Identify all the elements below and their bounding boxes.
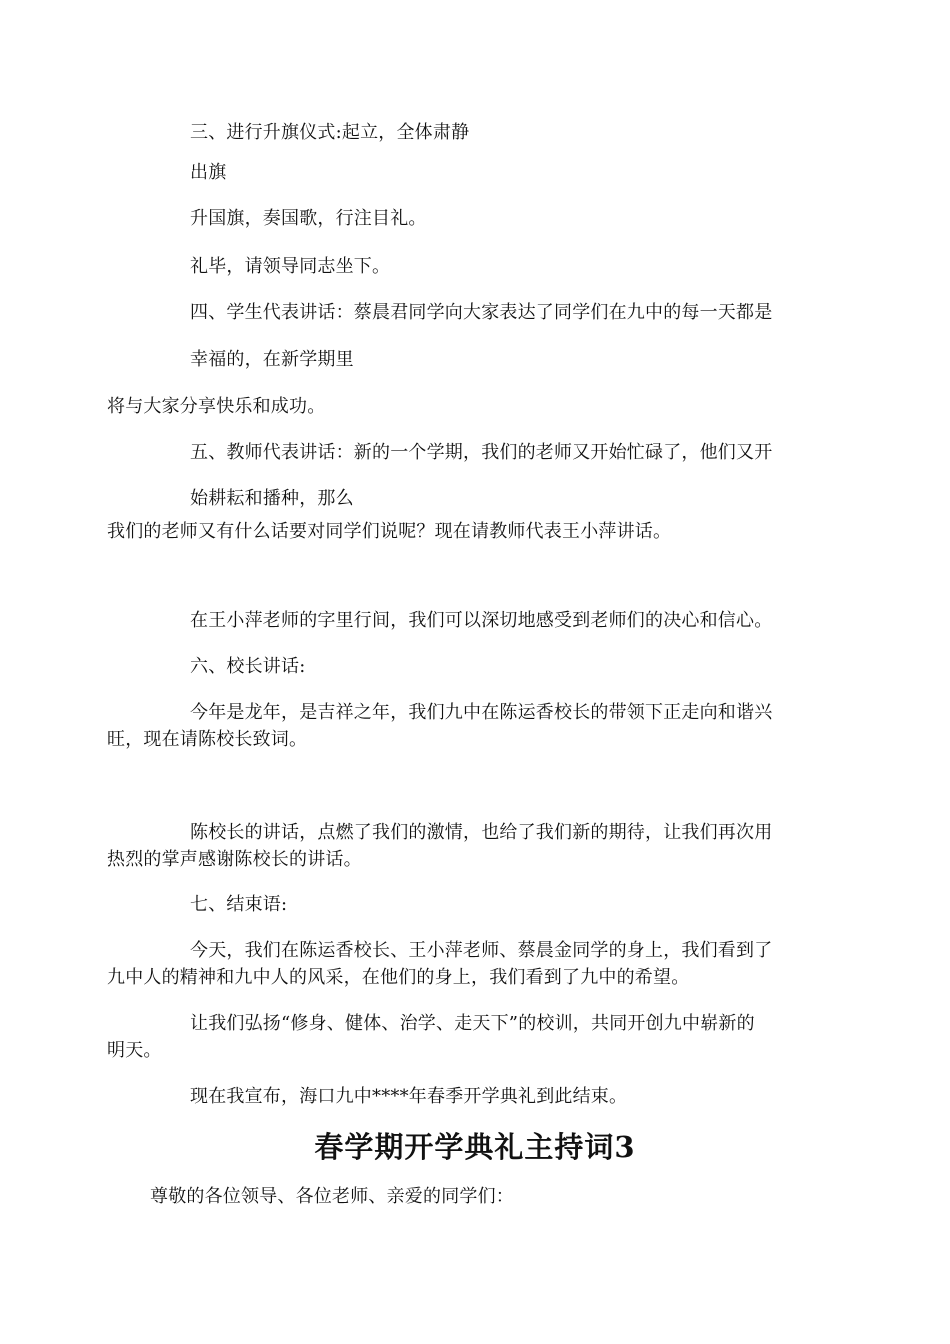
text-line: 始耕耘和播种，那么 <box>190 488 354 509</box>
text-line: 幸福的，在新学期里 <box>190 349 354 370</box>
text-line: 热烈的掌声感谢陈校长的讲话。 <box>107 849 362 870</box>
text-line: 让我们弘扬“修身、健体、治学、走天下”的校训，共同开创九中崭新的 <box>190 1013 755 1034</box>
section-student-speech: 四、学生代表讲话：蔡晨君同学向大家表达了同学们在九中的每一天都是 <box>190 302 773 323</box>
section-principal-speech: 六、校长讲话: <box>190 656 306 677</box>
section-flag-ceremony: 三、进行升旗仪式:起立，全体肃静 <box>190 122 470 143</box>
text-line: 将与大家分享快乐和成功。 <box>107 396 326 417</box>
text-line: 明天。 <box>107 1040 162 1061</box>
text-line: 陈校长的讲话，点燃了我们的激情，也给了我们新的期待，让我们再次用 <box>190 822 773 843</box>
text-line: 在王小萍老师的字里行间，我们可以深切地感受到老师们的决心和信心。 <box>190 610 773 631</box>
section-teacher-speech: 五、教师代表讲话：新的一个学期，我们的老师又开始忙碌了，他们又开 <box>190 442 773 463</box>
text-line: 出旗 <box>190 162 227 183</box>
text-line: 今天，我们在陈运香校长、王小萍老师、蔡晨金同学的身上，我们看到了 <box>190 940 773 961</box>
document-heading: 春学期开学典礼主持词3 <box>314 1130 636 1164</box>
text-line: 现在我宣布，海口九中****年春季开学典礼到此结束。 <box>190 1086 628 1107</box>
text-line: 今年是龙年，是吉祥之年，我们九中在陈运香校长的带领下正走向和谐兴 <box>190 702 773 723</box>
text-line: 我们的老师又有什么话要对同学们说呢？现在请教师代表王小萍讲话。 <box>107 521 672 542</box>
text-line: 九中人的精神和九中人的风采，在他们的身上，我们看到了九中的希望。 <box>107 967 690 988</box>
text-line: 升国旗，奏国歌，行注目礼。 <box>190 208 427 229</box>
text-line: 旺，现在请陈校长致词。 <box>107 729 308 750</box>
text-line: 礼毕，请领导同志坐下。 <box>190 256 391 277</box>
section-closing: 七、结束语: <box>190 894 288 915</box>
greeting-line: 尊敬的各位领导、各位老师、亲爱的同学们： <box>150 1186 514 1207</box>
